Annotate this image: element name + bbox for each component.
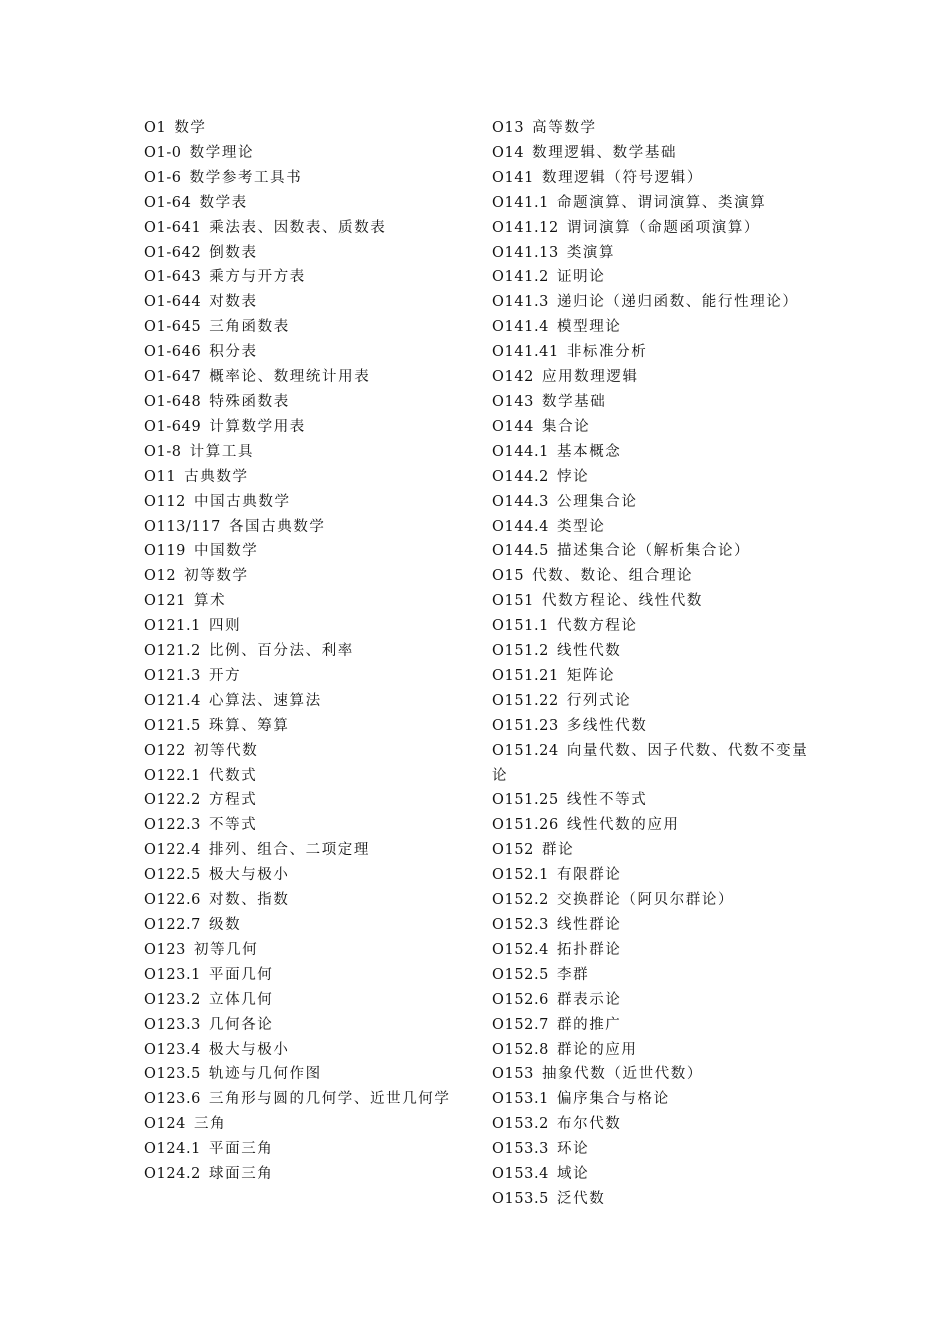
classification-entry [144, 216, 474, 241]
entry-code: O153 [492, 1066, 534, 1083]
classification-entry [492, 913, 822, 938]
entry-name: 乘方与开方表 [209, 269, 306, 286]
entry-code: O11 [144, 468, 177, 485]
entry-code: O121.3 [144, 667, 201, 684]
entry-name: 向量代数、因子代数、代数不变量论 [492, 742, 809, 784]
classification-entry [144, 938, 474, 963]
entry-code: O121 [144, 593, 186, 610]
classification-entry [144, 764, 474, 789]
entry-code: O121.5 [144, 717, 201, 734]
entry-code: O113/117 [144, 518, 221, 535]
classification-entry [492, 988, 822, 1013]
entry-code: O151.2 [492, 643, 549, 660]
entry-code: O122.1 [144, 767, 201, 784]
entry-code: O1-0 [144, 144, 182, 161]
classification-entry [144, 490, 474, 515]
entry-name: 李群 [557, 966, 590, 983]
entry-name: 类型论 [557, 518, 606, 535]
classification-entry [492, 1137, 822, 1162]
entry-name: 交换群论（阿贝尔群论） [557, 892, 735, 909]
entry-code: O119 [144, 543, 186, 560]
entry-code: O152 [492, 842, 534, 859]
classification-entry [144, 1137, 474, 1162]
entry-code: O13 [492, 120, 525, 136]
classification-entry [144, 689, 474, 714]
entry-name: 多线性代数 [566, 717, 648, 734]
entry-code: O144.2 [492, 468, 549, 485]
entry-name: 心算法、速算法 [209, 692, 322, 709]
classification-entry [492, 241, 822, 266]
classification-entry [492, 938, 822, 963]
entry-code: O122.7 [144, 917, 201, 933]
entry-code: O151.25 [492, 792, 559, 809]
classification-entry [144, 1162, 474, 1187]
classification-entry [144, 340, 474, 365]
entry-code: O152.5 [492, 966, 549, 983]
entry-code: O144.4 [492, 518, 549, 535]
entry-code: O144.1 [492, 443, 549, 460]
classification-entry [144, 465, 474, 490]
entry-code: O14 [492, 144, 525, 161]
classification-entry [492, 614, 822, 639]
classification-entry [144, 440, 474, 465]
entry-name: 三角形与圆的几何学、近世几何学 [209, 1091, 451, 1108]
entry-name: 计算数学用表 [209, 418, 306, 435]
entry-name: 代数方程论、线性代数 [541, 593, 703, 610]
entry-name: 应用数理逻辑 [541, 369, 639, 386]
classification-entry [144, 116, 474, 141]
entry-code: O1-646 [144, 344, 202, 361]
entry-code: O1-641 [144, 219, 202, 236]
entry-code: O152.4 [492, 941, 549, 958]
classification-entry [492, 639, 822, 664]
classification-entry [144, 191, 474, 216]
entry-code: O123.4 [144, 1041, 201, 1058]
classification-entry [492, 390, 822, 415]
entry-code: O124 [144, 1116, 186, 1133]
entry-name: 极大与极小 [209, 1041, 290, 1058]
classification-entry [144, 1112, 474, 1137]
entry-name: 泛代数 [557, 1190, 606, 1207]
entry-name: 代数、数论、组合理论 [532, 568, 694, 585]
entry-name: 命题演算、谓词演算、类演算 [557, 194, 767, 211]
entry-name: 群论的应用 [557, 1041, 638, 1058]
entry-code: O1-647 [144, 369, 202, 386]
entry-code: O123.5 [144, 1066, 201, 1083]
entry-name: 各国古典数学 [228, 518, 326, 535]
classification-entry [492, 340, 822, 365]
classification-entry [492, 166, 822, 191]
entry-name: 平面几何 [209, 966, 274, 983]
classification-entry [144, 539, 474, 564]
entry-name: 排列、组合、二项定理 [209, 842, 370, 859]
classification-entry [492, 1062, 822, 1087]
classification-entry [144, 564, 474, 589]
entry-name: 线性代数的应用 [566, 817, 680, 834]
entry-code: O123.2 [144, 991, 201, 1008]
classification-entry [492, 963, 822, 988]
classification-entry [144, 838, 474, 863]
entry-name: 代数式 [209, 767, 258, 784]
entry-code: O1-645 [144, 319, 202, 336]
classification-entry [144, 739, 474, 764]
entry-code: O144.3 [492, 493, 549, 510]
right-column [492, 116, 822, 1212]
entry-name: 算术 [193, 593, 227, 610]
entry-code: O153.5 [492, 1190, 549, 1207]
entry-name: 环论 [557, 1141, 590, 1158]
classification-entry [492, 739, 822, 789]
entry-code: O151.21 [492, 667, 559, 684]
entry-code: O151.24 [492, 742, 559, 759]
entry-code: O124.1 [144, 1141, 201, 1158]
classification-entry [144, 589, 474, 614]
entry-name: 乘法表、因数表、质数表 [209, 219, 387, 236]
classification-entry [144, 963, 474, 988]
entry-name: 古典数学 [184, 468, 249, 485]
classification-entry [144, 1013, 474, 1038]
entry-name: 初等几何 [193, 941, 259, 958]
entry-code: O1-64 [144, 194, 192, 211]
entry-code: O141.1 [492, 194, 549, 211]
entry-code: O153.2 [492, 1116, 549, 1133]
entry-name: 悖论 [557, 468, 590, 485]
entry-name: 非标准分析 [566, 344, 648, 361]
classification-entry [492, 564, 822, 589]
left-column [144, 116, 474, 1187]
entry-code: O122.5 [144, 867, 201, 884]
entry-name: 数学基础 [541, 393, 607, 410]
entry-name: 中国古典数学 [193, 493, 291, 510]
entry-name: 线性群论 [557, 917, 622, 933]
entry-name: 几何各论 [209, 1016, 274, 1033]
entry-name: 球面三角 [209, 1166, 274, 1183]
entry-name: 初等数学 [184, 568, 249, 585]
entry-name: 集合论 [541, 418, 591, 435]
entry-code: O153.1 [492, 1091, 549, 1108]
entry-name: 拓扑群论 [557, 941, 622, 958]
classification-entry [144, 265, 474, 290]
entry-code: O123.6 [144, 1091, 201, 1108]
classification-entry [492, 365, 822, 390]
entry-name: 倒数表 [209, 244, 258, 261]
entry-name: 平面三角 [209, 1141, 274, 1158]
entry-code: O141.4 [492, 319, 549, 336]
classification-entry [144, 365, 474, 390]
entry-code: O123 [144, 941, 186, 958]
entry-name: 特殊函数表 [209, 393, 290, 410]
entry-code: O141 [492, 169, 534, 186]
entry-name: 布尔代数 [557, 1116, 622, 1133]
entry-code: O122.3 [144, 817, 201, 834]
entry-name: 高等数学 [532, 120, 597, 136]
classification-entry [492, 141, 822, 166]
entry-code: O121.2 [144, 643, 201, 660]
classification-entry [492, 1162, 822, 1187]
classification-entry [492, 1038, 822, 1063]
entry-code: O151.22 [492, 692, 559, 709]
entry-name: 级数 [209, 917, 242, 933]
classification-entry [144, 639, 474, 664]
classification-entry [144, 714, 474, 739]
entry-code: O143 [492, 393, 534, 410]
entry-code: O152.6 [492, 991, 549, 1008]
entry-name: 代数方程论 [557, 618, 638, 635]
entry-name: 数学表 [199, 194, 248, 211]
classification-entry [144, 988, 474, 1013]
classification-entry [144, 888, 474, 913]
entry-code: O153.3 [492, 1141, 549, 1158]
classification-entry [492, 191, 822, 216]
entry-code: O141.2 [492, 269, 549, 286]
entry-code: O144 [492, 418, 534, 435]
entry-name: 中国数学 [193, 543, 259, 560]
entry-name: 开方 [209, 667, 242, 684]
entry-code: O1-8 [144, 443, 182, 460]
classification-entry [492, 788, 822, 813]
entry-code: O121.4 [144, 692, 201, 709]
entry-name: 模型理论 [557, 319, 622, 336]
entry-name: 群表示论 [557, 991, 622, 1008]
entry-code: O15 [492, 568, 525, 585]
entry-name: 群的推广 [557, 1016, 622, 1033]
entry-name: 类演算 [566, 244, 616, 261]
entry-name: 概率论、数理统计用表 [209, 369, 371, 386]
entry-code: O152.7 [492, 1016, 549, 1033]
entry-name: 数学理论 [189, 144, 255, 161]
entry-name: 对数表 [209, 294, 258, 311]
entry-code: O141.41 [492, 344, 559, 361]
entry-name: 比例、百分法、利率 [209, 643, 354, 660]
classification-entry [492, 1087, 822, 1112]
entry-code: O151 [492, 593, 534, 610]
entry-name: 轨迹与几何作图 [209, 1066, 322, 1083]
entry-code: O144.5 [492, 543, 549, 560]
entry-name: 方程式 [209, 792, 258, 809]
entry-code: O112 [144, 493, 186, 510]
classification-entry [144, 315, 474, 340]
entry-name: 偏序集合与格论 [557, 1091, 670, 1108]
classification-entry [492, 838, 822, 863]
entry-code: O123.1 [144, 966, 201, 983]
entry-code: O122.2 [144, 792, 201, 809]
entry-name: 行列式论 [566, 692, 632, 709]
entry-name: 初等代数 [193, 742, 259, 759]
entry-code: O121.1 [144, 618, 201, 635]
classification-entry [492, 440, 822, 465]
entry-name: 线性不等式 [566, 792, 648, 809]
classification-entry [144, 1087, 474, 1112]
classification-entry [492, 539, 822, 564]
classification-entry [144, 813, 474, 838]
classification-entry [144, 788, 474, 813]
entry-code: O152.1 [492, 867, 549, 884]
classification-entry [492, 1112, 822, 1137]
classification-entry [492, 888, 822, 913]
entry-code: O122.6 [144, 892, 201, 909]
entry-name: 计算工具 [189, 443, 255, 460]
entry-name: 四则 [209, 618, 242, 635]
classification-entry [492, 290, 822, 315]
classification-entry [492, 863, 822, 888]
classification-entry [492, 465, 822, 490]
entry-name: 三角 [193, 1116, 227, 1133]
classification-entry [144, 913, 474, 938]
entry-name: 积分表 [209, 344, 258, 361]
classification-entry [492, 1187, 822, 1212]
entry-code: O124.2 [144, 1166, 201, 1183]
classification-entry [492, 116, 822, 141]
entry-name: 描述集合论（解析集合论） [557, 543, 751, 560]
classification-entry [144, 241, 474, 266]
entry-name: 谓词演算（命题函项演算） [566, 219, 761, 236]
classification-entry [492, 216, 822, 241]
entry-code: O1 [144, 120, 167, 136]
classification-entry [144, 415, 474, 440]
classification-entry [492, 714, 822, 739]
entry-code: O1-642 [144, 244, 202, 261]
entry-code: O1-643 [144, 269, 202, 286]
classification-entry [144, 1038, 474, 1063]
entry-name: 群论 [541, 842, 575, 859]
entry-code: O152.2 [492, 892, 549, 909]
entry-name: 数学参考工具书 [189, 169, 303, 186]
entry-name: 不等式 [209, 817, 258, 834]
entry-name: 三角函数表 [209, 319, 290, 336]
classification-entry [492, 265, 822, 290]
entry-name: 对数、指数 [209, 892, 290, 909]
classification-entry [144, 664, 474, 689]
entry-code: O122.4 [144, 842, 201, 859]
entry-code: O12 [144, 568, 177, 585]
entry-name: 立体几何 [209, 991, 274, 1008]
entry-code: O123.3 [144, 1016, 201, 1033]
entry-name: 线性代数 [557, 643, 622, 660]
classification-entry [144, 515, 474, 540]
classification-entry [492, 415, 822, 440]
entry-name: 数学 [174, 120, 207, 136]
classification-entry [492, 664, 822, 689]
classification-entry [144, 390, 474, 415]
classification-entry [144, 141, 474, 166]
entry-name: 抽象代数（近世代数） [541, 1066, 703, 1083]
entry-code: O1-649 [144, 418, 202, 435]
classification-entry [492, 813, 822, 838]
entry-code: O152.8 [492, 1041, 549, 1058]
classification-entry [144, 1062, 474, 1087]
entry-code: O152.3 [492, 917, 549, 933]
entry-name: 珠算、筹算 [209, 717, 290, 734]
entry-name: 矩阵论 [566, 667, 616, 684]
classification-entry [144, 166, 474, 191]
entry-code: O141.12 [492, 219, 559, 236]
classification-entry [492, 689, 822, 714]
entry-name: 数理逻辑、数学基础 [532, 144, 678, 161]
classification-entry [492, 1013, 822, 1038]
entry-name: 递归论（递归函数、能行性理论） [557, 294, 799, 311]
classification-entry [492, 490, 822, 515]
entry-code: O151.26 [492, 817, 559, 834]
entry-code: O151.23 [492, 717, 559, 734]
entry-code: O151.1 [492, 618, 549, 635]
entry-name: 有限群论 [557, 867, 622, 884]
classification-entry [492, 589, 822, 614]
classification-entry [492, 315, 822, 340]
entry-code: O1-648 [144, 393, 202, 410]
classification-entry [144, 290, 474, 315]
entry-name: 域论 [557, 1166, 590, 1183]
entry-code: O142 [492, 369, 534, 386]
entry-name: 证明论 [557, 269, 606, 286]
entry-code: O1-6 [144, 169, 182, 186]
entry-name: 基本概念 [557, 443, 622, 460]
classification-entry [144, 614, 474, 639]
entry-code: O153.4 [492, 1166, 549, 1183]
entry-name: 公理集合论 [557, 493, 638, 510]
entry-code: O122 [144, 742, 186, 759]
entry-code: O1-644 [144, 294, 202, 311]
classification-entry [144, 863, 474, 888]
entry-code: O141.13 [492, 244, 559, 261]
entry-code: O141.3 [492, 294, 549, 311]
entry-name: 数理逻辑（符号逻辑） [541, 169, 703, 186]
classification-entry [492, 515, 822, 540]
entry-name: 极大与极小 [209, 867, 290, 884]
